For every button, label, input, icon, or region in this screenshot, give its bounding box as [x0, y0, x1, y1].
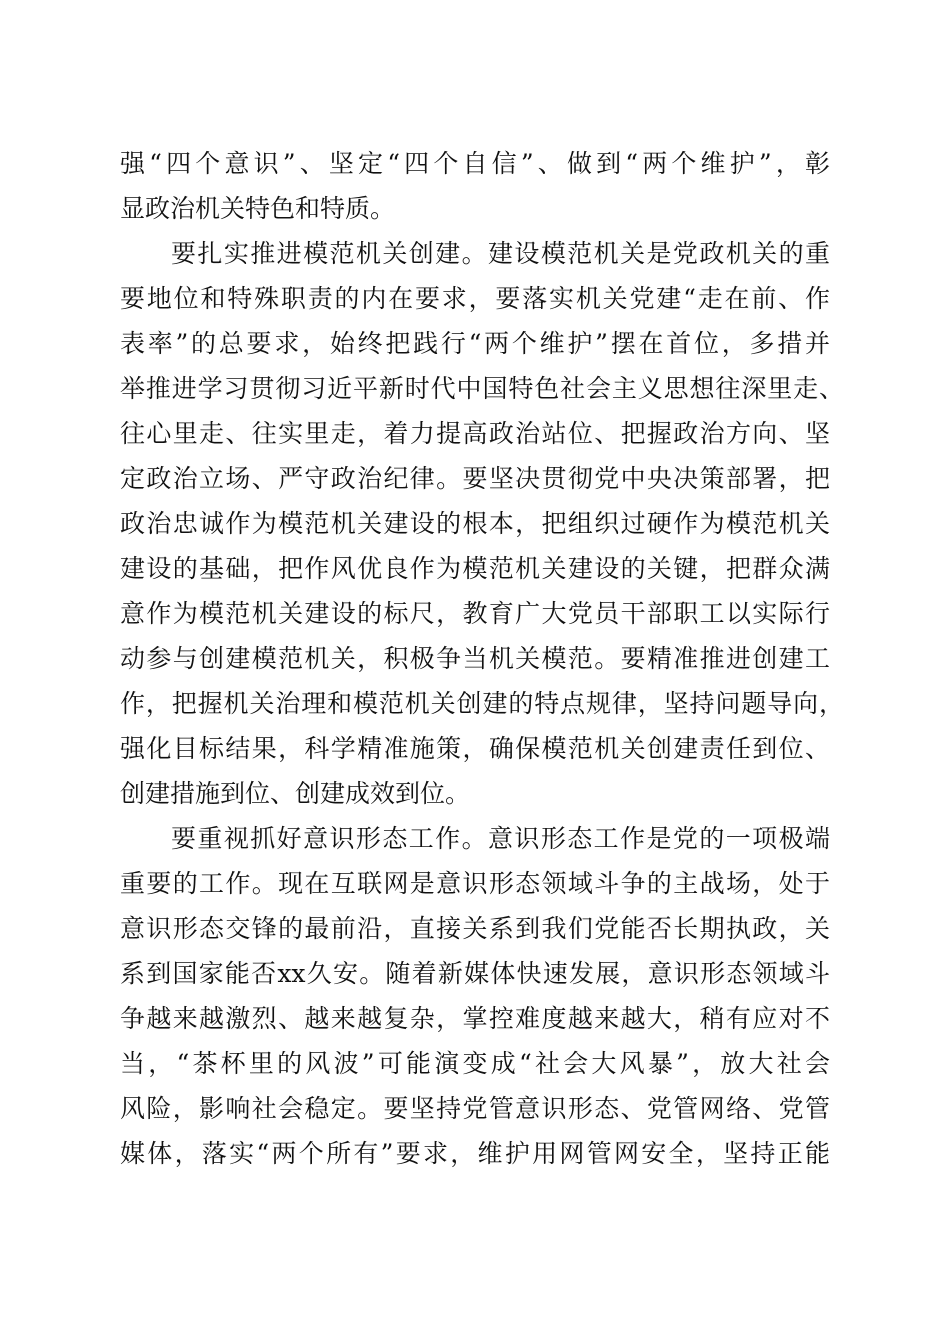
text-line: 意作为模范机关建设的标尺，教育广大党员干部职工以实际行: [120, 599, 830, 628]
text-line: 强化目标结果，科学精准施策，确保模范机关创建责任到位、: [120, 734, 830, 763]
text-line: 政治忠诚作为模范机关建设的根本，把组织过硬作为模范机关: [120, 509, 830, 538]
text-line: 定政治立场、严守政治纪律。要坚决贯彻党中央决策部署，把: [120, 464, 830, 493]
text-line: 动参与创建模范机关，积极争当机关模范。要精准推进创建工: [120, 644, 830, 673]
text-line: 风险，影响社会稳定。要坚持党管意识形态、党管网络、党管: [120, 1094, 830, 1123]
text-line: 创建措施到位、创建成效到位。: [120, 779, 471, 808]
text-line: 表率”的总要求，始终把践行“两个维护”摆在首位，多措并: [120, 329, 830, 358]
text-line: 要重视抓好意识形态工作。意识形态工作是党的一项极端: [171, 824, 830, 853]
text-line: 当，“茶杯里的风波”可能演变成“社会大风暴”，放大社会: [120, 1049, 830, 1078]
text-line: 系到国家能否xx久安。随着新媒体快速发展，意识形态领域斗: [120, 959, 830, 988]
text-line: 争越来越激烈、越来越复杂，掌控难度越来越大，稍有应对不: [120, 1004, 830, 1033]
paragraph: [120, 816, 830, 1176]
paragraph: [120, 141, 830, 231]
text-line: 强“四个意识”、坚定“四个自信”、做到“两个维护”，彰: [120, 149, 830, 178]
paragraph: [120, 231, 844, 816]
text-line: 作，把握机关治理和模范机关创建的特点规律，坚持问题导向，: [120, 689, 844, 718]
text-line: 显政治机关特色和特质。: [120, 194, 396, 223]
text-line: 要地位和特殊职责的内在要求，要落实机关党建“走在前、作: [120, 284, 830, 313]
text-line: 举推进学习贯彻习近平新时代中国特色社会主义思想往深里走、: [120, 374, 844, 403]
document-body: [120, 141, 844, 1176]
text-line: 建设的基础，把作风优良作为模范机关建设的关键，把群众满: [120, 554, 830, 583]
text-line: 重要的工作。现在互联网是意识形态领域斗争的主战场，处于: [120, 869, 830, 898]
text-line: 往心里走、往实里走，着力提高政治站位、把握政治方向、坚: [120, 419, 830, 448]
text-line: 意识形态交锋的最前沿，直接关系到我们党能否长期执政，关: [120, 914, 830, 943]
text-line: 要扎实推进模范机关创建。建设模范机关是党政机关的重: [171, 239, 830, 268]
text-line: 媒体，落实“两个所有”要求，维护用网管网安全，坚持正能: [120, 1139, 830, 1168]
